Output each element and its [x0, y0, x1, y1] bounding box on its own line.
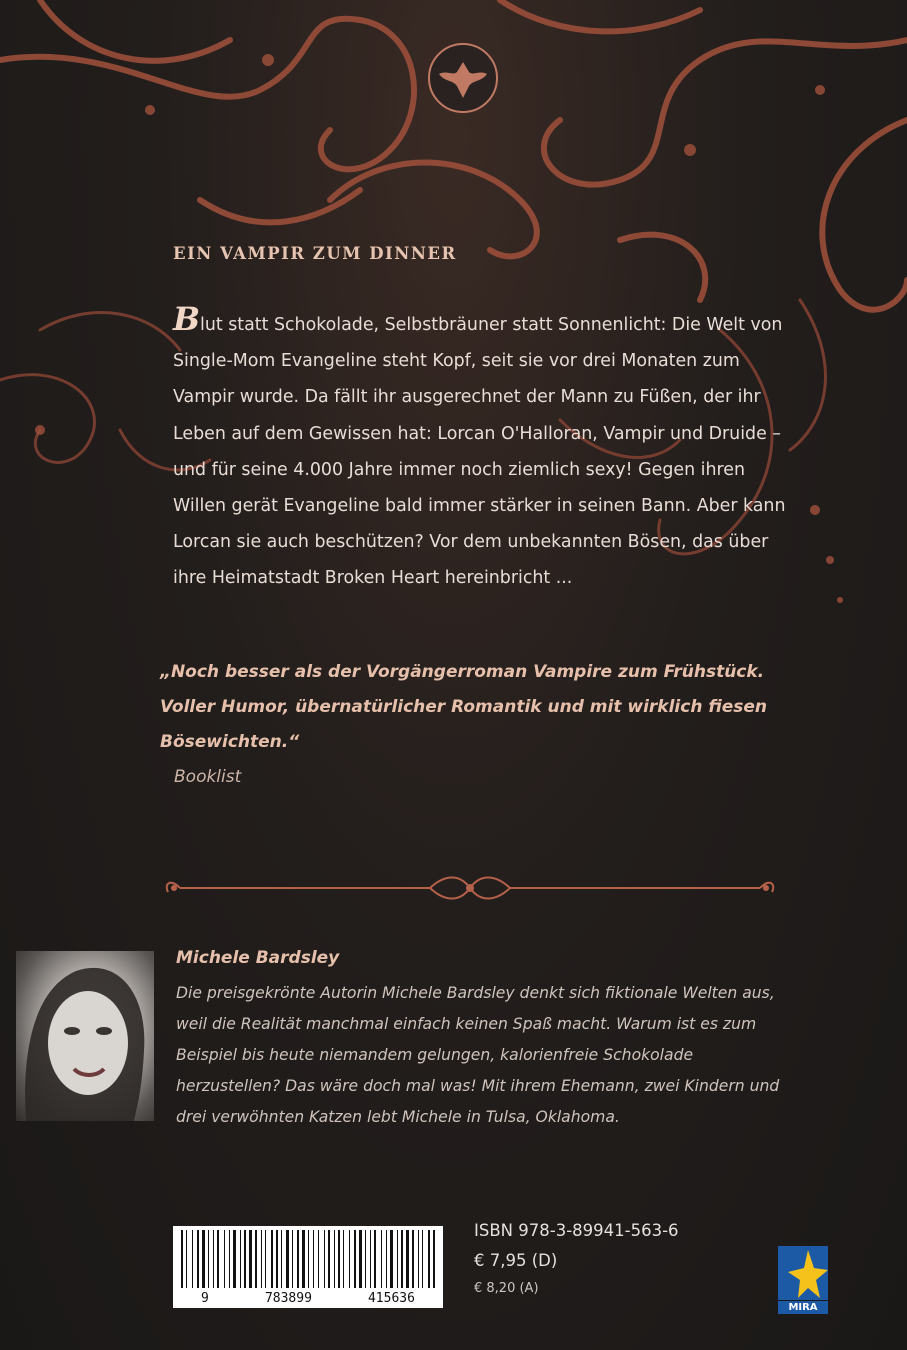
quote-source: Booklist — [174, 767, 242, 787]
barcode-bar — [302, 1230, 305, 1288]
barcode-bar — [365, 1230, 366, 1288]
barcode-bar — [370, 1230, 371, 1288]
barcode — [173, 1226, 443, 1308]
barcode-digit-group: 9 — [201, 1291, 209, 1306]
barcode-digits — [173, 1291, 443, 1306]
bat-emblem-icon — [425, 40, 501, 116]
price-germany: € 7,95 (D) — [474, 1251, 558, 1270]
barcode-bar — [292, 1230, 293, 1288]
barcode-bar — [233, 1230, 236, 1288]
barcode-bar — [197, 1230, 199, 1288]
barcode-bar — [217, 1230, 219, 1288]
barcode-bars — [173, 1230, 443, 1294]
quote-text: „Noch besser als der Vorgängerroman Vampire zum Frühstück. Voller Humor, übernatürlicher Romantik und mit wirklich fiesen Bösewichten.“ — [160, 662, 768, 752]
barcode-bar — [397, 1230, 398, 1288]
review-quote — [160, 655, 810, 795]
barcode-bar — [276, 1230, 278, 1288]
barcode-bar — [181, 1230, 183, 1288]
isbn-price-block — [474, 1216, 679, 1302]
barcode-bar — [359, 1230, 362, 1288]
blurb-text — [173, 300, 793, 597]
barcode-bar — [390, 1230, 393, 1288]
barcode-bar — [244, 1230, 246, 1288]
publisher-logo — [778, 1246, 828, 1314]
section-title: EIN VAMPIR ZUM DINNER — [173, 244, 457, 263]
barcode-bar — [324, 1230, 325, 1288]
barcode-bar — [433, 1230, 435, 1288]
barcode-bar — [229, 1230, 230, 1288]
barcode-bar — [343, 1230, 344, 1288]
barcode-digit-group: 783899 — [264, 1291, 312, 1306]
publisher-star-icon — [778, 1246, 828, 1300]
barcode-bar — [286, 1230, 289, 1288]
barcode-bar — [297, 1230, 299, 1288]
author-name: Michele Bardsley — [176, 948, 340, 968]
publisher-name: MIRA — [778, 1301, 828, 1314]
blurb-body: lut statt Schokolade, Selbstbräuner statt Sonnenlicht: Die Welt von Single-Mom Evangeline steht Kopf, seit sie vor drei Monaten zum Vampir wurde. Da fällt ihr ausgerechnet der Mann zu Füßen, der ihr Leben auf dem Gewissen hat: Lorcan O'Halloran, Vampir und Druide – und für seine 4.000 Jahre immer noch ziemlich sexy! Gegen ihren Willen gerät Evangeline bald immer stärker in seinen Bann. Aber kann Lorcan sie auch beschützen? Vor dem unbekannten Bösen, das über ihre Heimatstadt Broken Heart hereinbricht ... — [173, 315, 786, 589]
divider-ornament-icon — [160, 868, 780, 908]
barcode-bar — [338, 1230, 340, 1288]
barcode-bar — [349, 1230, 350, 1288]
barcode-bar — [422, 1230, 423, 1288]
barcode-digit-group: 415636 — [367, 1291, 415, 1306]
barcode-bar — [381, 1230, 382, 1288]
barcode-bar — [265, 1230, 266, 1288]
author-photo — [16, 951, 154, 1121]
barcode-bar — [261, 1230, 262, 1288]
isbn-number: ISBN 978-3-89941-563-6 — [474, 1221, 679, 1240]
barcode-bar — [271, 1230, 273, 1288]
author-portrait — [16, 951, 154, 1121]
barcode-bar — [192, 1230, 193, 1288]
barcode-bar — [354, 1230, 356, 1288]
barcode-bar — [406, 1230, 409, 1288]
barcode-bar — [328, 1230, 330, 1288]
author-bio: Die preisgekrönte Autorin Michele Bardsley denkt sich fiktionale Welten aus, weil die Realität manchmal einfach keinen Spaß macht. Warum ist es zum Beispiel bis heute niemandem gelungen, kalorienfreie Schokolade herzustellen? Das wäre doch mal was! Mit ihrem Ehemann, zwei Kindern und drei verwöhnten Katzen lebt Michele in Tulsa, Oklahoma. — [176, 984, 780, 1126]
barcode-bar — [401, 1230, 403, 1288]
barcode-bar — [255, 1230, 257, 1288]
barcode-bar — [418, 1230, 419, 1288]
barcode-bar — [428, 1230, 430, 1288]
barcode-bar — [202, 1230, 205, 1288]
barcode-bar — [386, 1230, 387, 1288]
drop-cap: B — [173, 300, 201, 338]
price-austria: € 8,20 (A) — [474, 1281, 539, 1296]
barcode-bar — [313, 1230, 314, 1288]
barcode-bar — [208, 1230, 209, 1288]
barcode-bar — [186, 1230, 187, 1288]
barcode-bar — [240, 1230, 241, 1288]
barcode-bar — [412, 1230, 414, 1288]
barcode-bar — [308, 1230, 309, 1288]
barcode-bar — [318, 1230, 319, 1288]
barcode-bar — [374, 1230, 376, 1288]
barcode-bar — [224, 1230, 225, 1288]
barcode-bar — [281, 1230, 282, 1288]
barcode-bar — [334, 1230, 335, 1288]
barcode-bar — [249, 1230, 252, 1288]
barcode-bar — [213, 1230, 214, 1288]
